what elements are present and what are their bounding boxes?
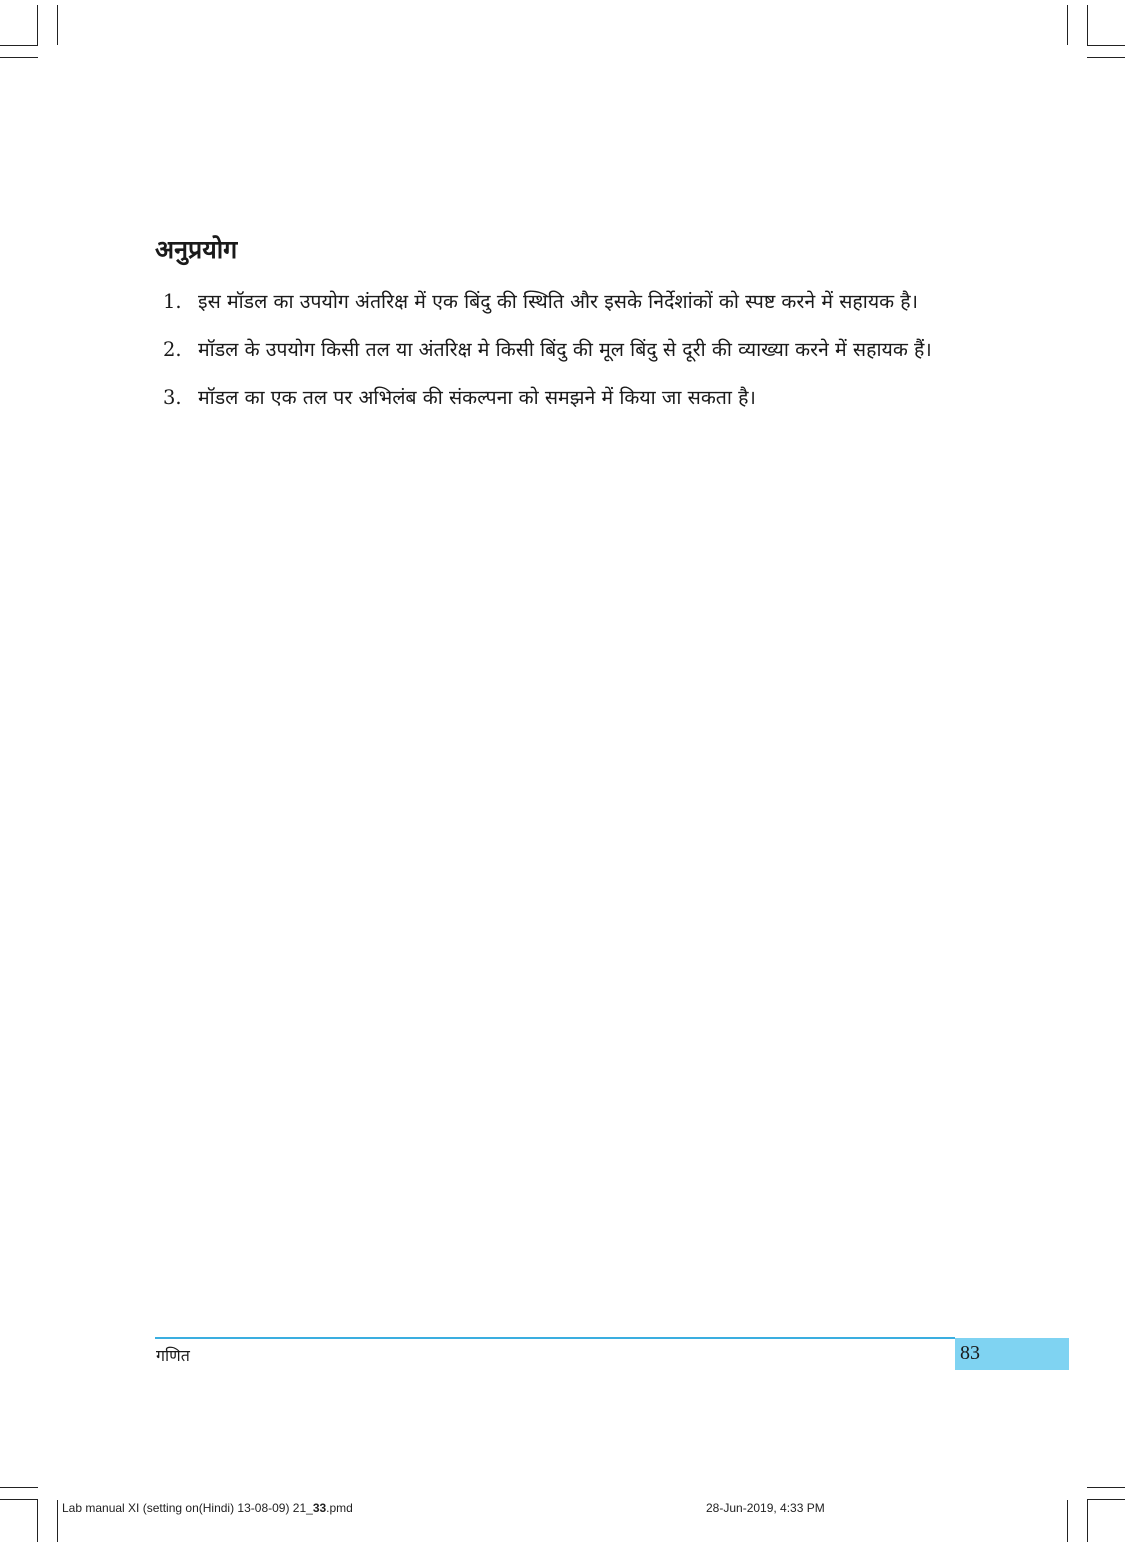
crop-mark [0, 1499, 38, 1500]
slug-file-ext: .pmd [326, 1501, 353, 1515]
crop-mark [0, 45, 38, 46]
crop-mark [1087, 1487, 1125, 1488]
slug-file-page: 33 [312, 1501, 327, 1515]
page-number: 83 [960, 1342, 980, 1364]
crop-mark [1087, 5, 1088, 45]
crop-mark [1087, 57, 1125, 58]
crop-mark [0, 1487, 38, 1488]
slug-file-prefix: Lab manual XI (setting on(Hindi) 13-08-09) 21_ [62, 1501, 313, 1515]
crop-mark [0, 57, 38, 58]
item-number: 3. [163, 386, 182, 409]
list-item [163, 283, 993, 321]
crop-mark [1067, 5, 1068, 45]
crop-mark [37, 1500, 38, 1542]
item-text: इस मॉडल का उपयोग अंतरिक्ष में एक बिंदु की स्थिति और इसके निर्देशांकों को स्पष्ट करने में सहायक है। [198, 290, 919, 313]
crop-mark [1067, 1500, 1068, 1542]
list-item [163, 379, 993, 417]
footer-subject: गणित [156, 1346, 190, 1365]
crop-mark [1087, 45, 1125, 46]
section-heading: अनुप्रयोग [155, 235, 238, 264]
item-number: 2. [163, 338, 182, 361]
crop-mark [57, 1500, 58, 1542]
item-text: मॉडल का एक तल पर अभिलंब की संकल्पना को समझने में किया जा सकता है। [198, 386, 756, 409]
item-text: मॉडल के उपयोग किसी तल या अंतरिक्ष मे किसी बिंदु की मूल बिंदु से दूरी की व्याख्या करने में सहायक हैं। [198, 338, 932, 361]
print-slug-timestamp: 28-Jun-2019, 4:33 PM [706, 1501, 825, 1515]
footer-rule [155, 1337, 955, 1339]
crop-mark [57, 5, 58, 45]
crop-mark [1087, 1500, 1088, 1542]
list-item [163, 331, 993, 369]
item-number: 1. [163, 290, 182, 313]
print-slug-file [62, 1500, 353, 1516]
crop-mark [37, 5, 38, 45]
crop-mark [1087, 1499, 1125, 1500]
applications-list [163, 283, 993, 427]
